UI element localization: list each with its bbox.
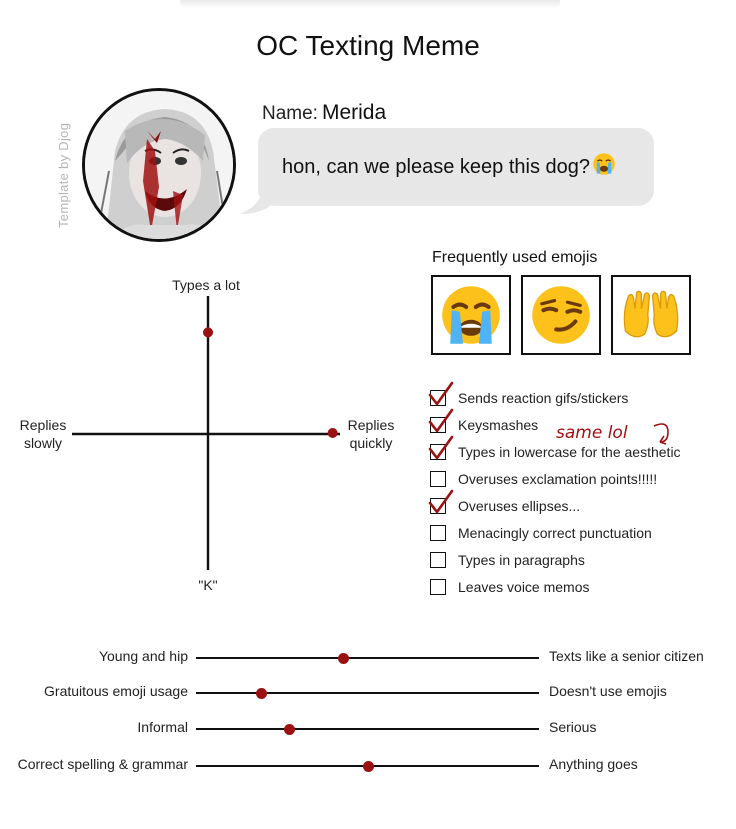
slider-track[interactable] <box>196 765 539 767</box>
checklist-item-label: Types in lowercase for the aesthetic <box>458 443 681 460</box>
slider-left-label: Gratuitous emoji usage <box>44 683 188 699</box>
checklist-item <box>430 573 681 600</box>
checklist-item <box>430 519 681 546</box>
slider-left-label: Informal <box>137 719 188 735</box>
types-a-lot-marker <box>203 327 213 337</box>
slider-left-label: Correct spelling & grammar <box>17 756 188 772</box>
slider-right-label: Serious <box>549 719 597 735</box>
checkbox[interactable] <box>430 498 446 514</box>
plot-bottom-label: "K" <box>198 577 218 593</box>
checkmark-icon <box>428 489 454 515</box>
page-title: OC Texting Meme <box>256 30 480 61</box>
slider-marker[interactable] <box>363 761 374 772</box>
checklist-item-label: Overuses exclamation points!!!!! <box>458 470 658 487</box>
name-label: Name: <box>262 103 318 124</box>
slider-right-label: Anything goes <box>549 756 638 772</box>
slider-right-label: Doesn't use emojis <box>549 683 667 699</box>
checkbox[interactable] <box>430 525 446 541</box>
handwritten-annotation <box>556 412 716 448</box>
checklist-item-label: Leaves voice memos <box>458 578 590 595</box>
checkbox[interactable] <box>430 471 446 487</box>
template-credit: Template by Djog <box>56 122 71 228</box>
slider-left-label: Young and hip <box>98 648 188 664</box>
plot-left-label-line1: Replies <box>19 417 67 433</box>
arrow-icon <box>654 424 668 444</box>
checklist-item-label: Menacingly correct punctuation <box>458 524 652 541</box>
checklist-item-label: Sends reaction gifs/stickers <box>458 389 629 406</box>
checkbox[interactable] <box>430 390 446 406</box>
checklist-item-label: Overuses ellipses... <box>458 497 581 514</box>
message-text: hon, can we please keep this dog? <box>282 155 590 178</box>
checklist-item-label: Types in paragraphs <box>458 551 585 568</box>
checklist-item <box>430 546 681 573</box>
checkbox[interactable] <box>430 444 446 460</box>
slider-marker[interactable] <box>284 724 295 735</box>
emoji-heading: Frequently used emojis <box>432 249 598 266</box>
replies-quickly-marker <box>328 428 338 438</box>
name-value: Merida <box>321 101 387 124</box>
plot-right-label-line1: Replies <box>347 417 395 433</box>
plot-right-label-line2: quickly <box>349 435 393 451</box>
checklist-item-label: Keysmashes <box>458 416 539 433</box>
checkbox[interactable] <box>430 417 446 433</box>
slider-right-label: Texts like a senior citizen <box>549 648 704 664</box>
slider-track[interactable] <box>196 692 539 694</box>
annotation-text: same lol <box>556 423 628 443</box>
checkbox[interactable] <box>430 552 446 568</box>
checkmark-icon <box>428 435 454 461</box>
checkmark-icon <box>428 381 454 407</box>
slider-track[interactable] <box>196 728 539 730</box>
checklist-item <box>430 465 681 492</box>
plot-top-label: Types a lot <box>172 277 240 293</box>
checkbox[interactable] <box>430 579 446 595</box>
checklist-item <box>430 384 681 411</box>
slider-track[interactable] <box>196 657 539 659</box>
checkmark-icon <box>428 408 454 434</box>
plot-left-label-line2: slowly <box>23 435 63 451</box>
checklist-item <box>430 492 681 519</box>
